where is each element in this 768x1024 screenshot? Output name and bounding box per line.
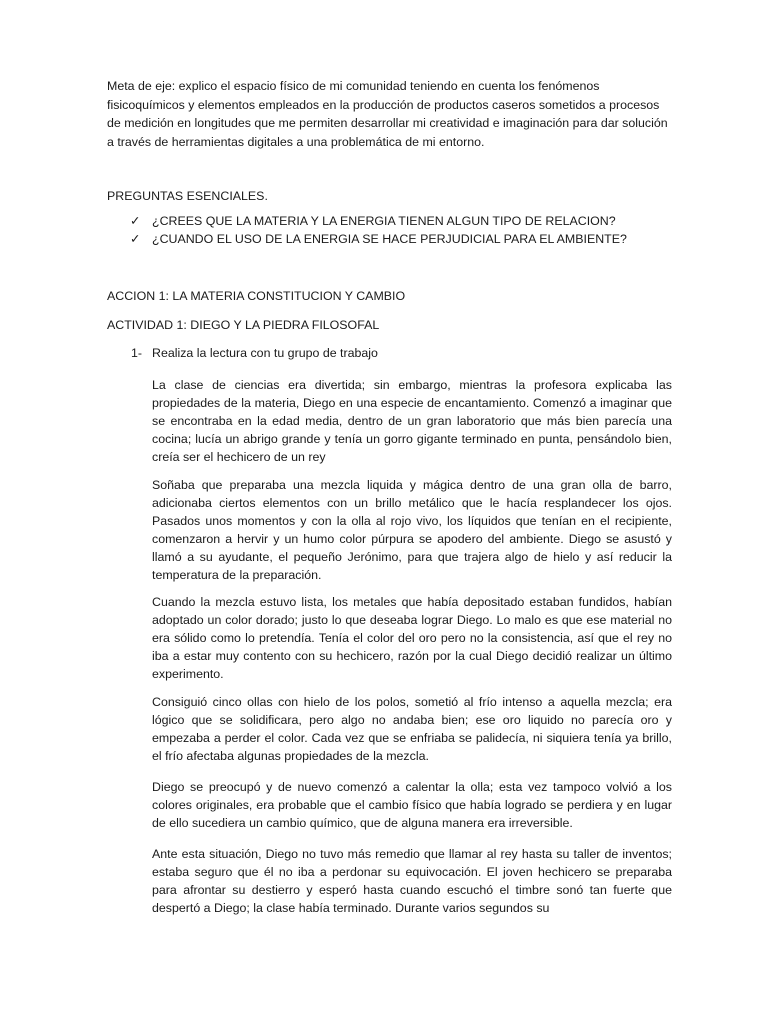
- pregunta-text: ¿CUANDO EL USO DE LA ENERGIA SE HACE PERJUDICIAL PARA EL AMBIENTE?: [152, 232, 627, 247]
- step-instruction: [131, 344, 672, 362]
- preguntas-esenciales-title: PREGUNTAS ESENCIALES.: [107, 189, 268, 203]
- accion-heading: ACCION 1: LA MATERIA CONSTITUCION Y CAMBIO: [107, 289, 406, 303]
- reading-paragraph: Consiguió cinco ollas con hielo de los polos, sometió al frío intenso a aquella mezcla; era lógico que se solidificara, pero algo no andaba bien; ese oro liquido no parecía oro y empezaba a perder el color. Cada vez que se enfriaba se palidecía, ni siquiera tenía ya brillo, el frío afectaba algunas propiedades de la mezcla.: [152, 695, 672, 763]
- preguntas-list: [130, 212, 708, 249]
- checkmark-icon: ✓: [130, 214, 141, 228]
- pregunta-text: ¿CREES QUE LA MATERIA Y LA ENERGIA TIENEN ALGUN TIPO DE RELACION?: [152, 214, 616, 228]
- reading-paragraph: Cuando la mezcla estuvo lista, los metales que había depositado estaban fundidos, habían adoptado un color dorado; justo lo que deseaba lograr Diego. Lo malo es que ese material no era sólido como lo pretendía. Tenía el color del oro pero no la consistencia, así que el rey no iba a estar muy contento con su hechicero, razón por la cual Diego decidió realizar un último experimento.: [152, 595, 672, 681]
- actividad-heading: ACTIVIDAD 1: DIEGO Y LA PIEDRA FILOSOFAL: [107, 318, 380, 332]
- reading-paragraph: Diego se preocupó y de nuevo comenzó a calentar la olla; esta vez tampoco volvió a los colores originales, era probable que el cambio físico que había logrado se perdiera y en lugar de ello sucediera un cambio químico, que de alguna manera era irreversible.: [152, 780, 672, 830]
- pregunta-item: [130, 230, 708, 248]
- pregunta-item: [130, 212, 708, 230]
- reading-paragraph: La clase de ciencias era divertida; sin embargo, mientras la profesora explicaba las propiedades de la materia, Diego en una especie de encantamiento. Comenzó a imaginar que se encontraba en la edad media, dentro de un gran laboratorio que más bien parecía una cocina; lucía un abrigo grande y tenía un gorro gigante terminado en punta, pensándolo bien, creía ser el hechicero de un rey: [152, 378, 672, 464]
- step-number: 1-: [131, 346, 143, 360]
- checkmark-icon: ✓: [130, 232, 141, 247]
- step-text: Realiza la lectura con tu grupo de trabajo: [152, 346, 378, 360]
- reading-paragraph: Soñaba que preparaba una mezcla liquida y mágica dentro de una gran olla de barro, adicionaba ciertos elementos con un brillo metálico que le hacía resplandecer los ojos. Pasados unos momentos y con la olla al rojo vivo, los líquidos que tenían en el recipiente, comenzaron a hervir y un humo color púrpura se apodero del ambiente. Diego se asustó y llamó a su ayudante, el pequeño Jerónimo, para que trajera algo de hielo y así reducir la temperatura de la preparación.: [152, 478, 672, 582]
- meta-de-eje: Meta de eje: explico el espacio físico de mi comunidad teniendo en cuenta los fenómenos fisicoquímicos y elementos empleados en la producción de productos caseros sometidos a procesos de medición en longitudes que me permiten desarrollar mi creatividad e imaginación para dar solución a través de herramientas digitales a una problemática de mi entorno.: [107, 79, 668, 149]
- reading-paragraph: Ante esta situación, Diego no tuvo más remedio que llamar al rey hasta su taller de inventos; estaba seguro que él no iba a perdonar su equivocación. El joven hechicero se preparaba para afrontar su destierro y esperó hasta cuando escuchó el timbre sonó tan fuerte que despertó a Diego; la clase había terminado. Durante varios segundos su: [152, 847, 672, 915]
